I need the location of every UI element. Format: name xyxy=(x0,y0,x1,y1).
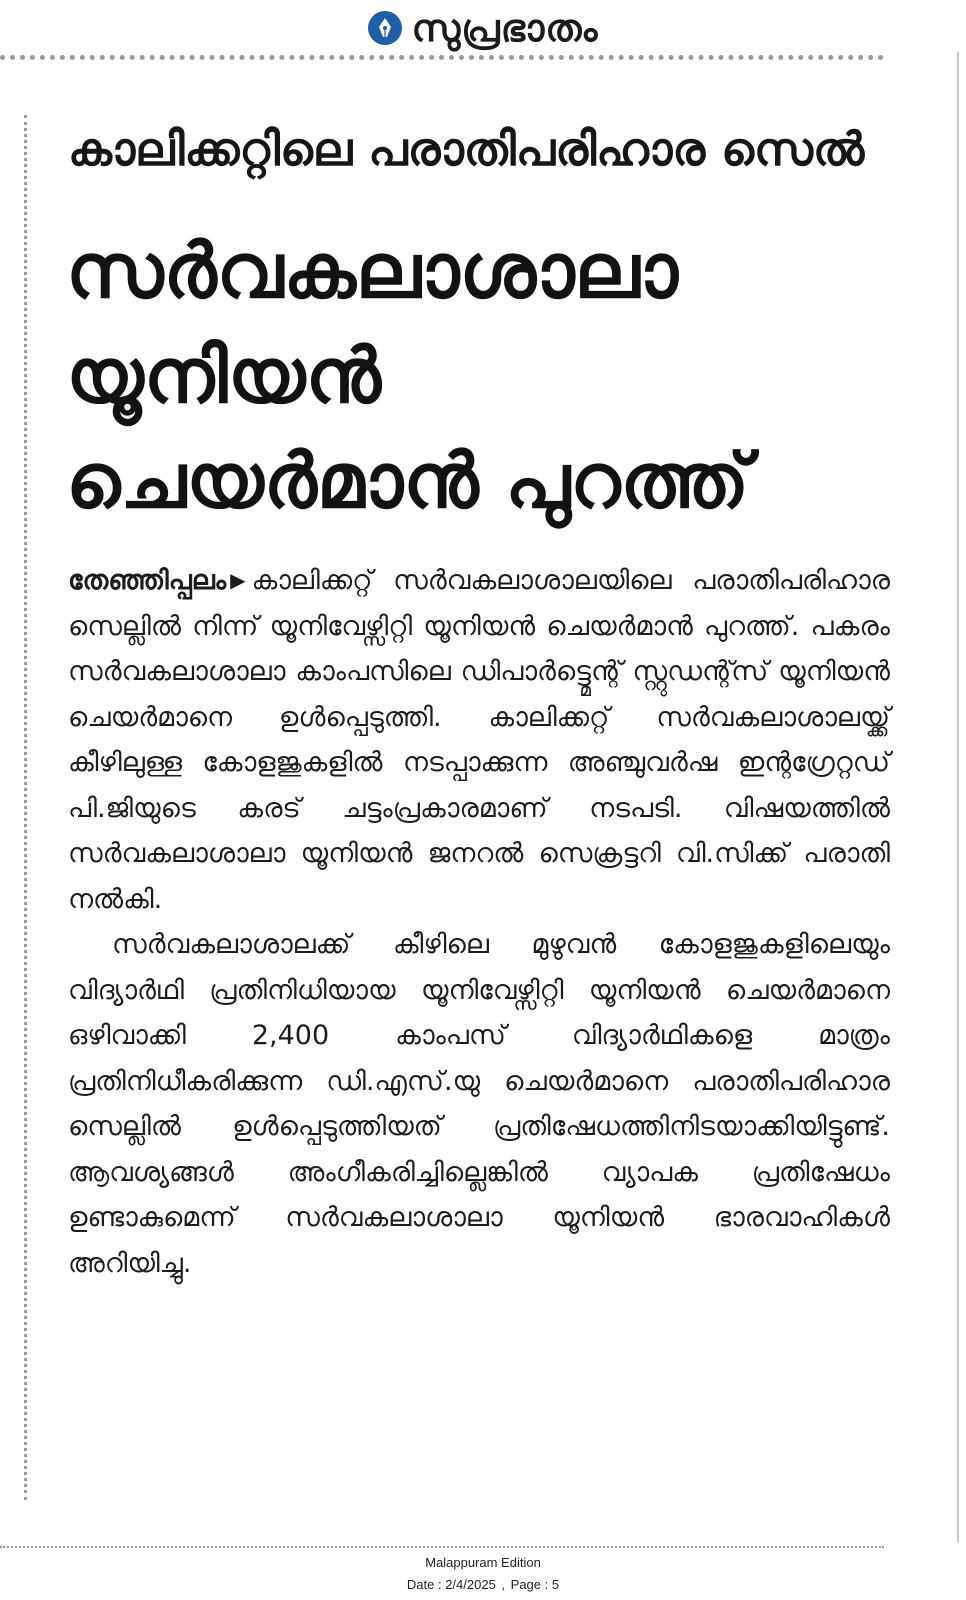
dateline: തേഞ്ഞിപ്പലം xyxy=(68,565,227,596)
page-label: Page : 5 xyxy=(510,1577,560,1592)
bottom-divider xyxy=(0,1546,884,1548)
headline-line: യൂനിയൻ xyxy=(66,331,381,420)
date-page-line xyxy=(0,1574,966,1596)
article-body xyxy=(68,558,890,1286)
newspaper-name: സുപ്രഭാതം xyxy=(411,5,599,50)
edition-label: Malappuram Edition xyxy=(425,1555,541,1570)
article-headline xyxy=(66,218,946,533)
play-arrow-icon: ▶ xyxy=(230,568,246,592)
headline-line: ചെയർമാൻ പുറത്ത് xyxy=(66,436,750,525)
left-column-rule xyxy=(24,115,27,1500)
pen-nib-icon xyxy=(368,11,402,45)
headline-line: സർവകലാശാലാ xyxy=(66,226,678,315)
page-footer xyxy=(0,1552,966,1596)
article-kicker: കാലിക്കറ്റിലെ പരാതിപരിഹാര സെൽ xyxy=(68,122,865,176)
article-paragraph xyxy=(68,922,890,1286)
paragraph-text: സർവകലാശാലക്ക് കീഴിലെ മുഴുവൻ കോളജുകളിലെയും വിദ്യാർഥി പ്രതിനിധിയായ യൂനിവേഴ്സിറ്റി യൂനിയൻ ചെയർമാനെ ഒഴിവാക്കി 2,400 കാംപസ് വിദ്യാർഥികളെ മാത്രം പ്രതിനിധീകരിക്കുന്ന ഡി.എസ്.യു ചെയർമാനെ പരാതിപരിഹാര സെല്ലിൽ ഉൾപ്പെടുത്തിയത് പ്രതിഷേധത്തിനിടയാക്കിയിട്ടുണ്ട്. ആവശ്യങ്ങൾ അംഗീകരിച്ചില്ലെങ്കിൽ വ്യാപക പ്രതിഷേധം ഉണ്ടാകുമെന്ന് സർവകലാശാലാ യൂനിയൻ ഭാരവാഹികൾ അറിയിച്ചു. xyxy=(68,929,890,1279)
article-paragraph xyxy=(68,558,890,922)
right-column-rule xyxy=(957,52,959,1542)
masthead xyxy=(0,0,966,56)
pen-nib-icon-graphic xyxy=(375,17,395,39)
top-divider xyxy=(0,55,884,60)
paragraph-text: കാലിക്കറ്റ് സർവകലാശാലയിലെ പരാതിപരിഹാര സെല്ലിൽ നിന്ന് യൂനിവേഴ്സിറ്റി യൂനിയൻ ചെയർമാൻ പുറത്ത്. പകരം സർവകലാശാലാ കാംപസിലെ ഡിപാർട്ട്മെന്റ് സ്റ്റുഡന്റ്സ് യൂനിയൻ ചെയർമാനെ ഉൾപ്പെടുത്തി. കാലിക്കറ്റ് സർവകലാശാലയ്ക്ക് കീഴിലുള്ള കോളജുകളിൽ നടപ്പാക്കുന്ന അഞ്ചുവർഷ ഇന്റഗ്രേറ്റഡ് പി.ജിയുടെ കരട് ചട്ടംപ്രകാരമാണ് നടപടി. വിഷയത്തിൽ സർവകലാശാലാ യൂനിയൻ ജനറൽ സെക്രട്ടറി വി.സിക്ക് പരാതി നൽകി. xyxy=(68,565,890,915)
date-label: Date : 2/4/2025 xyxy=(406,1577,496,1592)
separator: , xyxy=(497,1577,509,1592)
